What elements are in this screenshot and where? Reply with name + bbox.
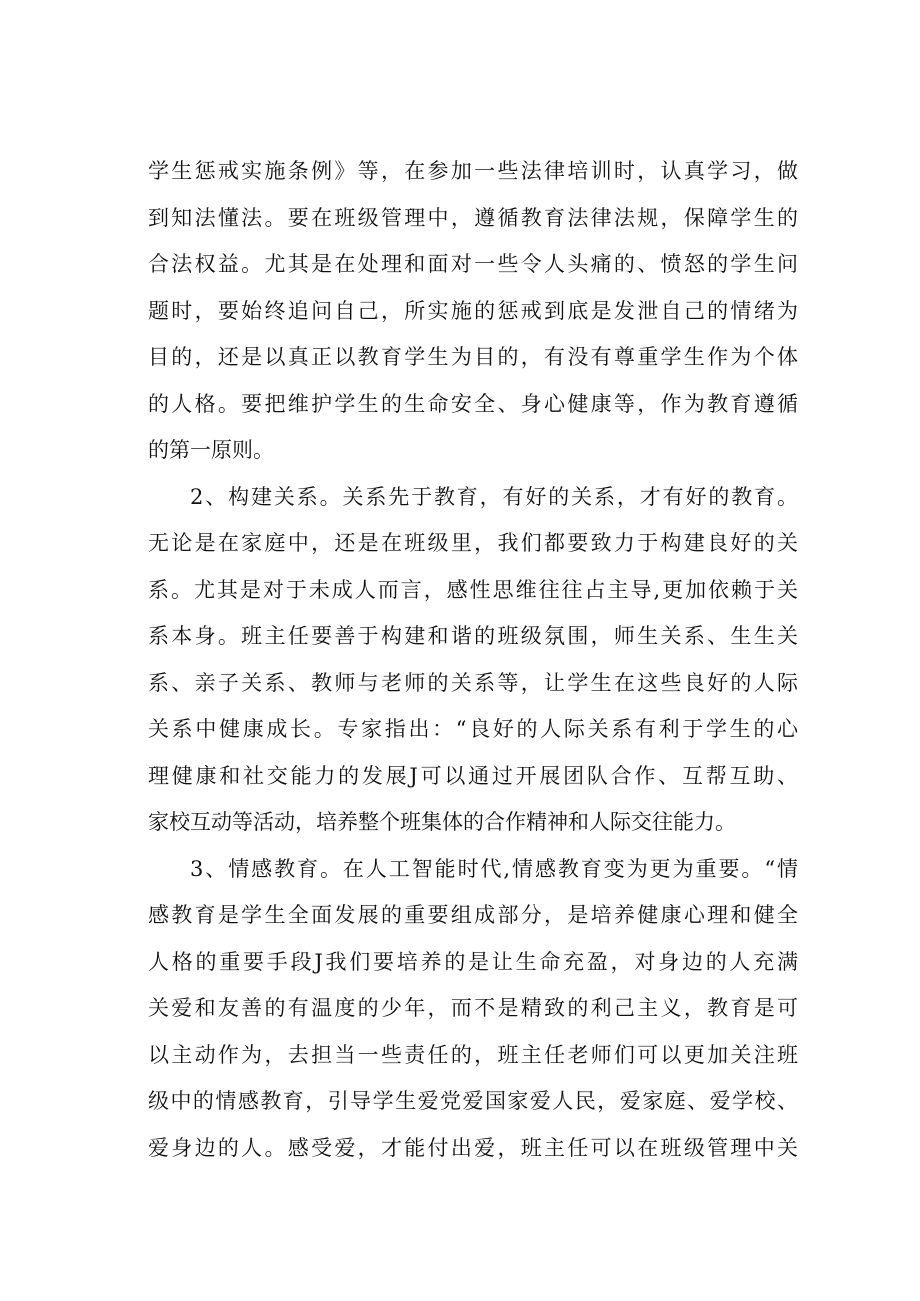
document-body xyxy=(148,148,798,1171)
text-line: 爱身边的人。感受爱，才能付出爱，班主任可以在班级管理中关 xyxy=(148,1135,798,1160)
text-line: 学生惩戒实施条例》等，在参加一些法律培训时，认真学习，做 xyxy=(148,159,798,183)
text-line: 人格的重要手段J我们要培养的是让生命充盈，对身边的人充满 xyxy=(148,949,798,974)
paragraph-heading-line: 2、构建关系。关系先于教育，有好的关系，才有好的教育。 xyxy=(190,484,798,509)
text-line: 系。尤其是对于未成人而言，感性思维往往占主导,更加依赖于关 xyxy=(148,577,798,602)
text-line: 的人格。要把维护学生的生命安全、身心健康等，作为教育遵循 xyxy=(148,391,798,416)
text-line: 理健康和社交能力的发展J可以通过开展团队合作、互帮互助、 xyxy=(148,763,798,788)
text-line: 合法权益。尤其是在处理和面对一些令人头痛的、愤怒的学生问 xyxy=(148,252,798,276)
text-line: 感教育是学生全面发展的重要组成部分，是培养健康心理和健全 xyxy=(148,903,798,927)
text-line: 关系中健康成长。专家指出：“良好的人际关系有利于学生的心 xyxy=(148,717,798,741)
text-line: 无论是在家庭中，还是在班级里，我们都要致力于构建良好的关 xyxy=(148,531,798,555)
text-line: 系、亲子关系、教师与老师的关系等，让学生在这些良好的人际 xyxy=(148,670,798,695)
text-line: 到知法懂法。要在班级管理中，遵循教育法律法规，保障学生的 xyxy=(148,205,798,230)
text-line: 的第一原则。 xyxy=(148,438,274,462)
text-line: 以主动作为，去担当一些责任的，班主任老师们可以更加关注班 xyxy=(148,1042,798,1067)
text-line: 系本身。班主任要善于构建和谐的班级氛围，师生关系、生生关 xyxy=(148,624,798,648)
text-line: 目的，还是以真正以教育学生为目的，有没有尊重学生作为个体 xyxy=(148,345,798,369)
text-line: 题时，要始终追问自己，所实施的惩戒到底是发泄自己的情绪为 xyxy=(148,298,798,323)
text-line: 级中的情感教育，引导学生爱党爱国家爱人民，爱家庭、爱学校、 xyxy=(148,1089,798,1113)
paragraph-heading-line: 3、情感教育。在人工智能时代,情感教育变为更为重要。“情 xyxy=(190,856,798,881)
text-line: 家校互动等活动，培养整个班集体的合作精神和人际交往能力。 xyxy=(148,810,736,834)
text-line: 关爱和友善的有温度的少年，而不是精致的利己主义，教育是可 xyxy=(148,996,798,1020)
